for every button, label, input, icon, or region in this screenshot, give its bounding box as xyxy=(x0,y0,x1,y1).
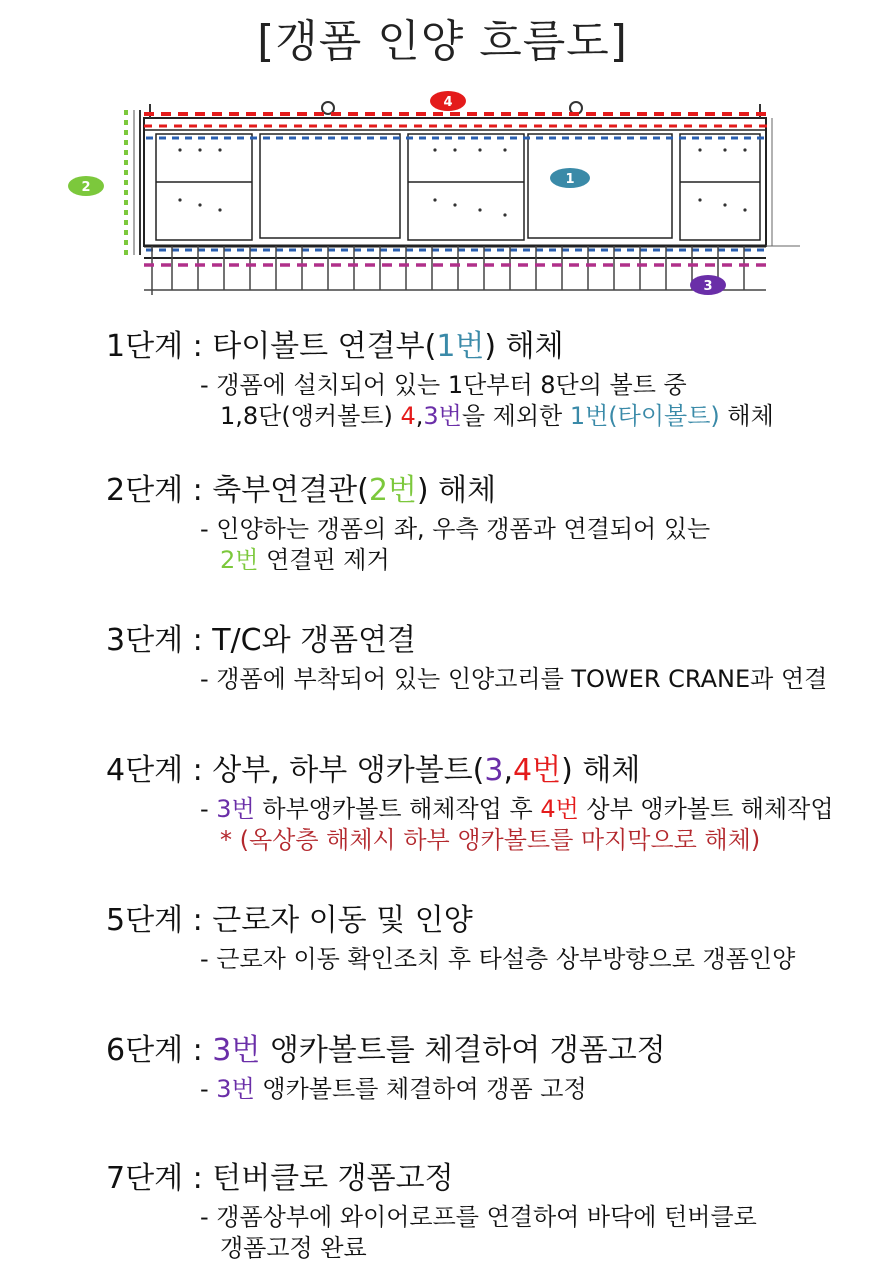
step-1-desc-line-2: 1,8단(앵커볼트) 4,3번을 제외한 1번(타이볼트) 해체 xyxy=(220,402,774,430)
step-1 xyxy=(106,328,876,432)
step-5-desc-line-1: - 근로자 이동 확인조치 후 타설층 상부방향으로 갱폼인양 xyxy=(200,945,796,973)
step-6-desc-line-1: - 3번 앵카볼트를 체결하여 갱폼 고정 xyxy=(200,1075,587,1103)
step-5-heading: 5단계 : 근로자 이동 및 인양 xyxy=(106,903,473,938)
svg-text:2: 2 xyxy=(81,180,91,195)
svg-text:1: 1 xyxy=(565,172,575,187)
step-4-desc-line-1: - 3번 하부앵카볼트 해체작업 후 4번 상부 앵카볼트 해체작업 xyxy=(200,795,834,823)
step-4-note: * (옥상층 해체시 하부 앵카볼트를 마지막으로 해체) xyxy=(220,826,761,854)
step-3-desc-line-1: - 갱폼에 부착되어 있는 인양고리를 TOWER CRANE과 연결 xyxy=(200,665,828,693)
marker-3 xyxy=(690,275,726,295)
step-2-desc-line-1: - 인양하는 갱폼의 좌, 우측 갱폼과 연결되어 있는 xyxy=(200,515,711,543)
scaffold-legs xyxy=(144,246,766,295)
svg-text:4: 4 xyxy=(443,95,453,110)
step-4 xyxy=(106,752,876,856)
step-6 xyxy=(106,1032,876,1105)
step-7 xyxy=(106,1160,876,1264)
page-title: [갱폼 인양 흐름도] xyxy=(257,16,628,67)
step-3-heading: 3단계 : T/C와 갱폼연결 xyxy=(106,623,417,658)
step-2 xyxy=(106,472,876,576)
step-7-heading: 7단계 : 턴버클로 갱폼고정 xyxy=(106,1161,454,1196)
step-4-heading: 4단계 : 상부, 하부 앵카볼트(3,4번) 해체 xyxy=(106,753,641,788)
svg-text:3: 3 xyxy=(703,279,713,294)
marker-1 xyxy=(550,168,590,188)
step-2-desc-line-2: 2번 연결핀 제거 xyxy=(220,546,390,574)
marker-2 xyxy=(68,176,104,196)
marker-4 xyxy=(430,91,466,111)
step-7-desc-line-2: 갱폼고정 완료 xyxy=(220,1234,367,1262)
step-2-heading: 2단계 : 축부연결관(2번) 해체 xyxy=(106,473,497,508)
step-7-desc-line-1: - 갱폼상부에 와이어로프를 연결하여 바닥에 턴버클로 xyxy=(200,1203,757,1231)
left-connector-column xyxy=(126,110,140,255)
step-3 xyxy=(106,622,876,695)
gang-form-diagram xyxy=(60,90,820,300)
step-6-heading: 6단계 : 3번 앵카볼트를 체결하여 갱폼고정 xyxy=(106,1033,666,1068)
step-1-heading: 1단계 : 타이볼트 연결부(1번) 해체 xyxy=(106,329,564,364)
step-1-desc-line-1: - 갱폼에 설치되어 있는 1단부터 8단의 볼트 중 xyxy=(200,371,687,399)
step-5 xyxy=(106,902,876,975)
